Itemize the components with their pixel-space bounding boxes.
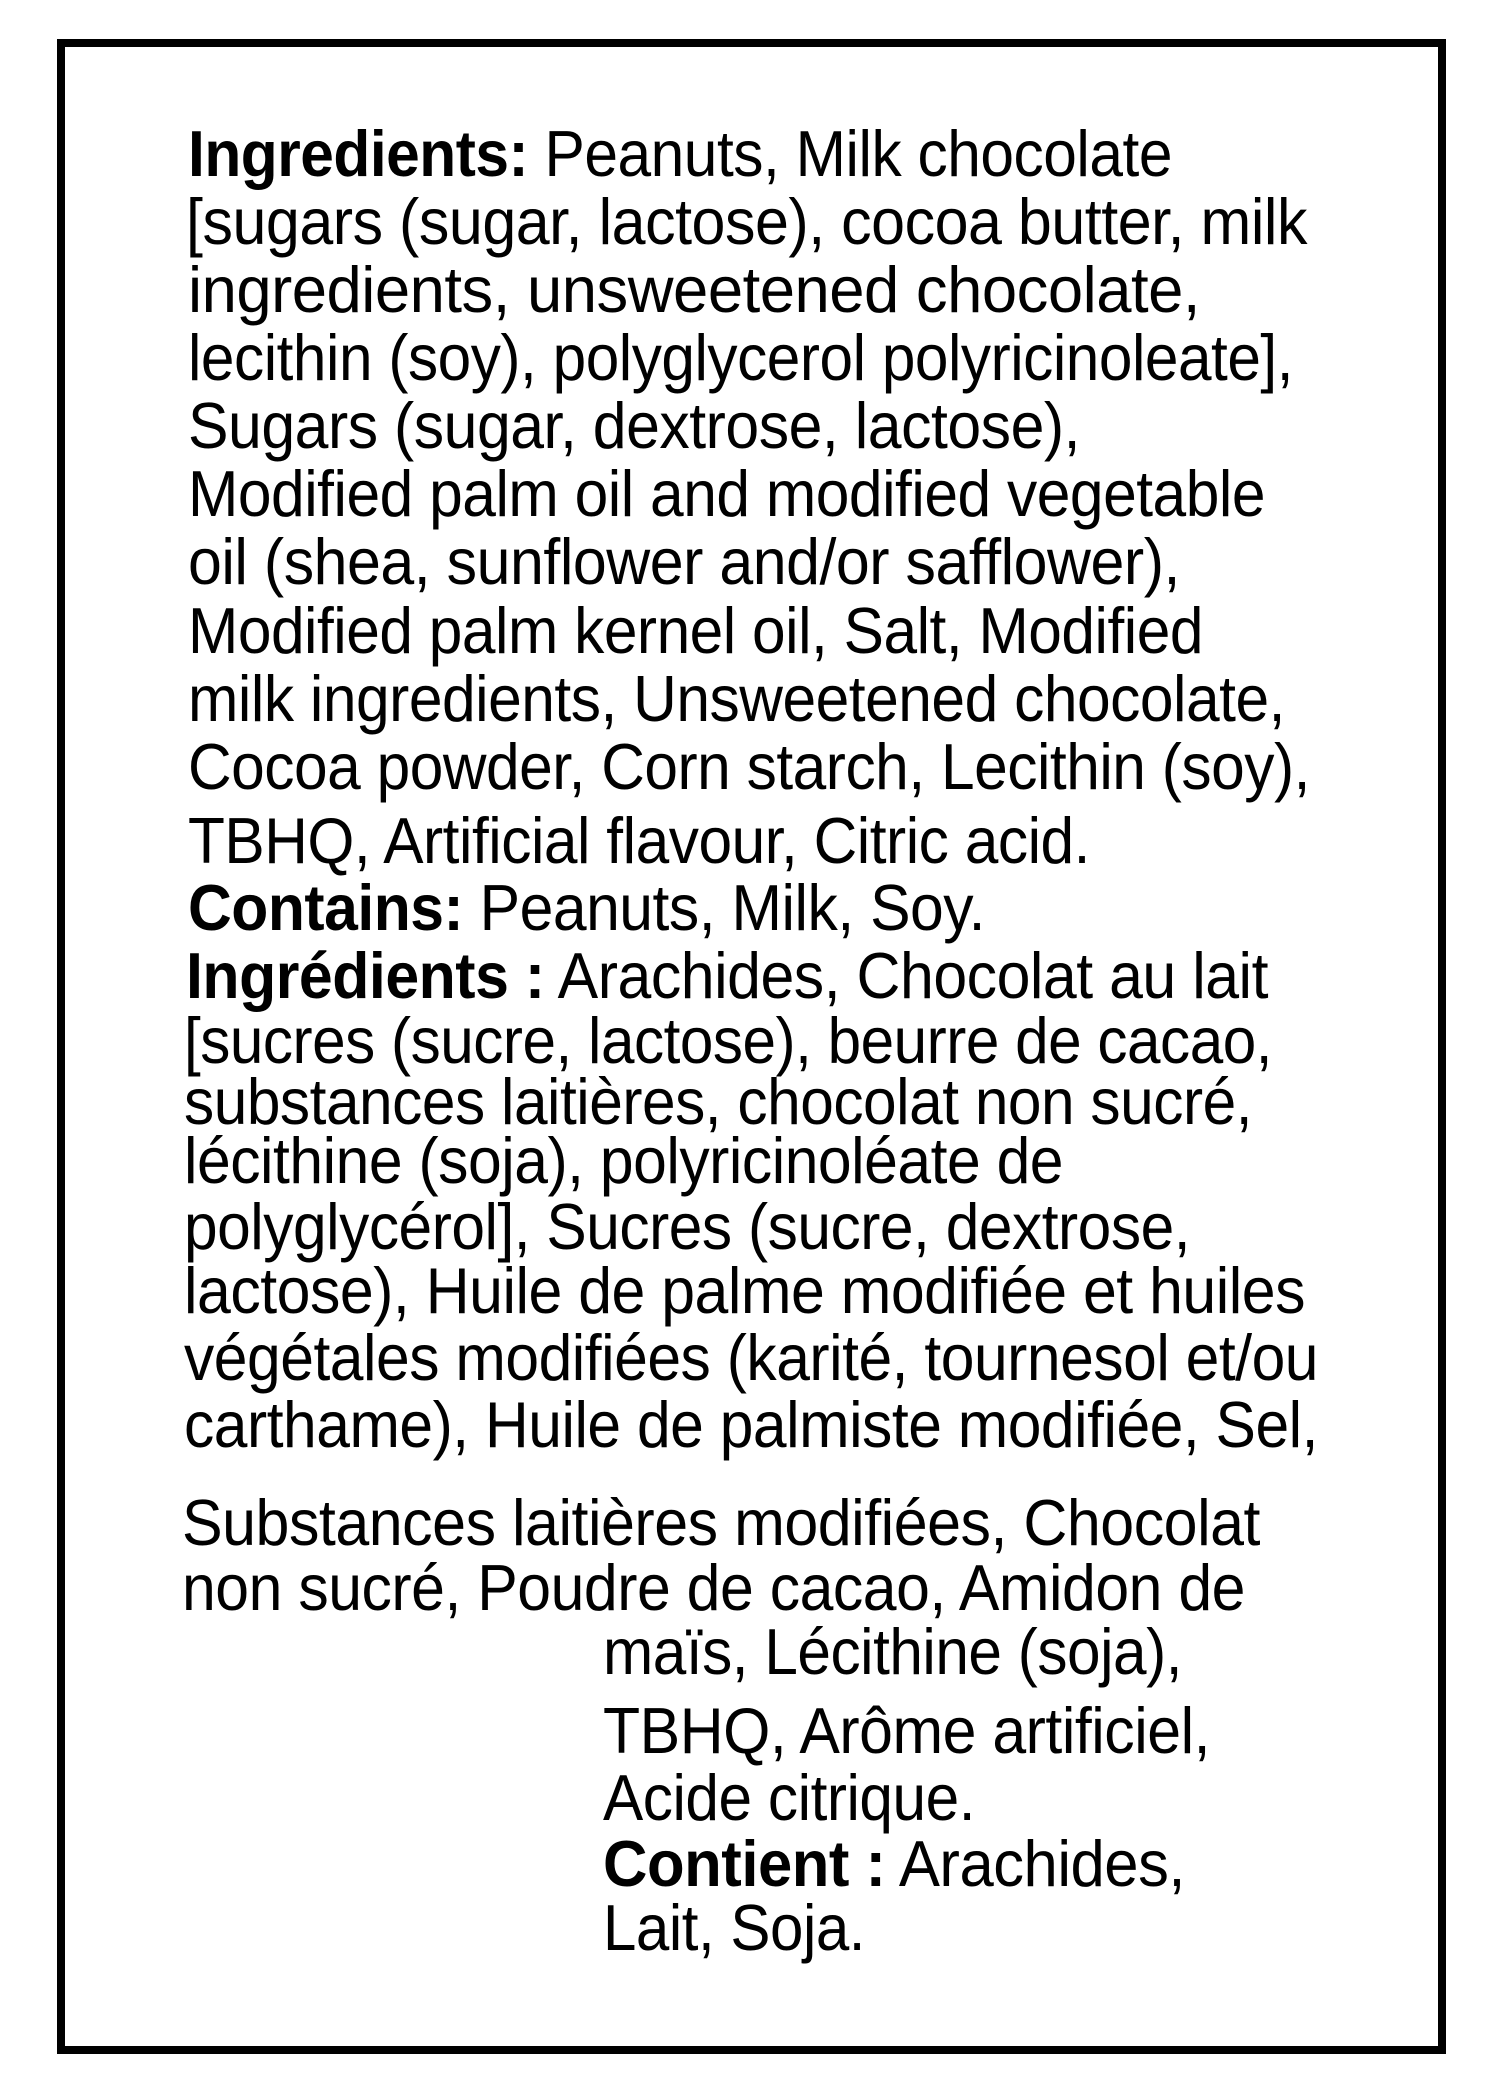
english-ingredients-line-7: oil (shea, sunflower and/or safflower),	[188, 524, 1180, 598]
english-ingredients-line-9: milk ingredients, Unsweetened chocolate,	[188, 661, 1285, 735]
english-ingredients-line-6: Modified palm oil and modified vegetable	[188, 456, 1265, 530]
french-ingredients-line-3: substances laitières, chocolat non sucré,	[184, 1064, 1253, 1138]
french-ingredients-line-7: végétales modifiées (karité, tournesol et/ou	[184, 1320, 1319, 1394]
french-contains-text: Arachides,	[885, 1826, 1186, 1900]
english-contains-line	[188, 870, 986, 944]
french-ingredients-line-2: [sucres (sucre, lactose), beurre de cacao,	[184, 1003, 1272, 1077]
french-ingredients-line-9: Substances laitières modifiées, Chocolat	[182, 1485, 1261, 1559]
english-ingredients-line-1	[188, 116, 1172, 190]
french-contains-line	[603, 1826, 1186, 1900]
french-ingredients-line-1	[186, 938, 1269, 1012]
english-ingredients-line-4: lecithin (soy), polyglycerol polyricinoleate],	[188, 320, 1294, 394]
french-contains-heading: Contient :	[603, 1826, 886, 1900]
french-ingredients-text: Arachides, Chocolat au lait	[544, 938, 1269, 1012]
french-ingredients-line-12: TBHQ, Arôme artificiel,	[603, 1693, 1211, 1767]
english-contains-text: Peanuts, Milk, Soy.	[463, 870, 986, 944]
english-ingredients-heading: Ingredients:	[188, 116, 529, 190]
french-ingredients-line-13: Acide citrique.	[603, 1760, 976, 1834]
english-ingredients-line-11: TBHQ, Artificial flavour, Citric acid.	[188, 803, 1090, 877]
french-contains-line-2: Lait, Soja.	[603, 1890, 865, 1964]
english-ingredients-line-8: Modified palm kernel oil, Salt, Modified	[188, 593, 1203, 667]
english-ingredients-line-5: Sugars (sugar, dextrose, lactose),	[188, 388, 1081, 462]
english-contains-heading: Contains:	[188, 870, 464, 944]
french-ingredients-heading: Ingrédients :	[186, 938, 545, 1012]
french-ingredients-line-4: lécithine (soja), polyricinoléate de	[184, 1123, 1064, 1197]
english-ingredients-line-10: Cocoa powder, Corn starch, Lecithin (soy),	[188, 729, 1310, 803]
french-ingredients-line-5: polyglycérol], Sucres (sucre, dextrose,	[184, 1189, 1191, 1263]
english-ingredients-line-2: [sugars (sugar, lactose), cocoa butter, milk	[186, 184, 1308, 258]
french-ingredients-line-6: lactose), Huile de palme modifiée et huiles	[184, 1253, 1306, 1327]
french-ingredients-line-11: maïs, Lécithine (soja),	[603, 1614, 1183, 1688]
english-ingredients-text: Peanuts, Milk chocolate	[528, 116, 1172, 190]
english-ingredients-line-3: ingredients, unsweetened chocolate,	[188, 252, 1201, 326]
french-ingredients-line-8: carthame), Huile de palmiste modifiée, Sel,	[184, 1387, 1319, 1461]
french-ingredients-line-10: non sucré, Poudre de cacao, Amidon de	[182, 1550, 1245, 1624]
